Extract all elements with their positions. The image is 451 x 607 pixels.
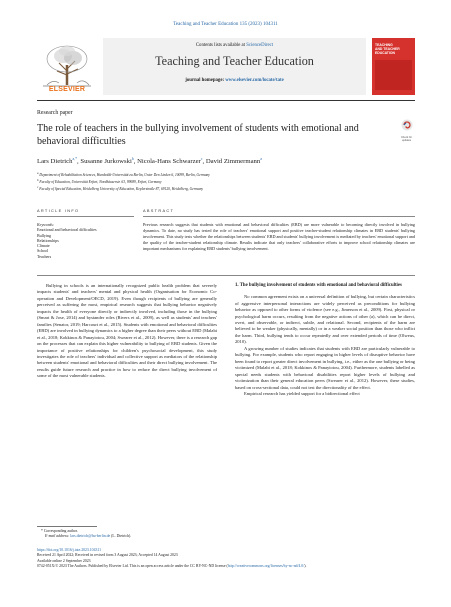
affiliation-text: Department of Rehabilitation Sciences, Humboldt-Universität zu Berlin, Unter Den Linden 6, 10099, Berlin, Germany [39,173,210,178]
intro-column [37,283,217,380]
author-name[interactable]: Nicola-Hans Schwarzer [137,158,201,166]
received-dates: Received 21 April 2022; Received in revised form 3 August 2023; Accepted 14 August 2023 [37,553,178,558]
homepage-link[interactable]: www.elsevier.com/locate/tate [225,78,284,83]
license-suffix: ). [304,563,307,568]
author-name[interactable]: David Zimmermann [205,158,261,166]
corresponding-note: * Corresponding author. [41,529,78,533]
homepage-prefix: journal homepage: [185,78,226,83]
abstract-text: Previous research suggests that students with emotional and behavioral difficulties (EBD) are more vulnerable to becoming directly involved in bullying dynamics. To date, no study has tested the role of teachers' emotional support and positive teacher-student relationship climates in EBD students' bullying involvement. This study tests whether the relationships between students' EBD and students' bullying involvement is mediated by teachers' emotional support and the quality of the teacher-student relationship climate. Results indicate that only teachers' collaborative efforts to improve school relationship climates are important mechanisms for explaining EBD students' bullying involvement. [143,222,415,251]
author-list [37,157,417,165]
section-1-paragraph: Empirical research has yielded support for a bidirectional effect [244,391,360,396]
contents-line [103,43,366,48]
keywords-label: Keywords: [37,222,55,227]
email-link[interactable]: lars.dietrich@hu-berlin.de [70,534,111,539]
author-name[interactable]: Susanne Jurkowski [80,158,132,166]
keyword: School [37,248,49,254]
license-link[interactable]: http://creativecommons.org/licenses/by-nc-nd/4.0/ [227,563,305,568]
email-line [37,534,217,539]
keyword: Bullying [37,232,52,238]
affiliation [37,171,417,178]
section-1-heading: 1. The bullying involvement of students with emotional and behavioral difficulties [235,283,402,288]
check-updates-icon [401,119,413,131]
license-line [37,564,417,569]
author-separator: , [77,158,81,166]
front-matter-rule [37,275,415,276]
affiliation [37,178,417,185]
section-1-paragraph: No common agreement exists on a universal definition of bullying, but certain characteristics of aggressive interpersonal interactions are widely perceived as preconditions for bullying behavior as opposed to other forms of violence (see e.g., Jimerson et al., 2009). First, physical or psychological harm occurs, resulting from the negative actions of other (a), which can be direct, overt, and observable, or indirect, subtle, and relational. Second, recipients of the harm are believed to be weaker (physically, mentally) or in a weaker social position than those who inflict the harm. Third, bullying tends to occur repeatedly and over extended periods of time (Olweus, 2010). [235,294,415,345]
author-separator: , [133,158,138,166]
email-suffix: (L. Dietrich). [110,534,132,539]
abstract-heading: ABSTRACT [143,208,175,213]
author-separator: , [202,158,206,166]
author-name[interactable]: Lars Dietrich [37,158,73,166]
keyword: Climate [37,243,50,249]
author-sup: a [260,157,262,161]
cover-title [375,43,412,56]
intro-paragraph: Bullying in schools is an internationally recognized public health problem that severely impacts students' and teachers' mental and physical health (Organisation for Economic Co-operation and Development/OECD, 2019). Even though recipients of bullying are generally perceived as suffering the most, empirical research suggests that bullying behavior negatively impacts the health of everyone directly or indirectly involved, including those in the bullying (Smart & Jose, 2014) and bystander roles (Rivers et al., 2009), as well as students' and teachers' families (Senator, 2019; Harcourt et al., 2015). Students with emotional and behavioral difficulties (EBD) are involved in bullying dynamics to a higher degree than their peers without EBD (Malabi et al., 2018; Kokkinos & Panayiotou, 2004; Swearer et al., 2012). However, there is a research gap on the processes that can explain this higher vulnerability to bullying of EBD students. Given the importance of positive relationships for children's psychosocial development, this study investigates the role of teachers' individual and collective support as mediators of the relationship between students' emotional and behavioral difficulties and their direct bullying involvement. The results guide future research and practice in how to reduce the direct bullying involvement of some of the most vulnerable students. [37,283,217,379]
header-divider [37,100,415,101]
section-1-paragraph: A growing number of studies indicates that students with EBD are particularly vulnerable to bullying. For example, students who report engaging in higher levels of disruptive behavior have been found to report greater direct involvement in bullying, i.e., either as the one bullying or being victimized (Malabi et al., 2018; Kokkinos & Panayiotou, 2004). Furthermore, students labelled as special needs students with behavioral disabilities report higher levels of bullying and victimization than their general education peers (Swearer et al., 2012). However, these studies, based on cross-sectional data, could not test the directionality of the effect. [235,345,415,390]
affiliation [37,185,417,192]
email-label: E-mail address: [45,534,71,539]
sciencedirect-link[interactable]: ScienceDirect [246,43,274,48]
contents-prefix: Contents lists available at [195,43,247,48]
article-type: Research paper [37,110,73,116]
journal-cover-thumbnail[interactable] [372,38,415,95]
top-citation[interactable]: Teaching and Teacher Education 135 (2023) 104311 [173,22,278,27]
elsevier-wordmark: ELSEVIER [48,86,86,93]
doi-link[interactable]: https://doi.org/10.1016/j.tate.2023.104311 [37,548,102,552]
affiliation-sup: c [37,185,39,190]
keywords-block [37,222,137,259]
elsevier-logo [37,41,97,91]
author-sup: c [200,157,203,161]
available-online: Available online 2 September 2023 [37,558,91,563]
affiliation-text: Faculty of Education, Universität Erfurt, Nordhäuserstr. 63, 99089, Erfurt, Germany [39,180,162,185]
affiliation-sup: a [37,171,39,175]
elsevier-tree-icon [37,41,97,91]
section-1-body [235,294,415,397]
journal-band [103,38,366,95]
abstract-rule [143,216,415,217]
check-updates-badge[interactable] [398,118,415,142]
article-info-heading: ARTICLE INFO [37,208,80,213]
footnote-rule [37,526,97,527]
keyword: Relationships [37,237,59,243]
homepage-line [103,78,366,83]
author-sup: b [131,157,134,161]
journal-title[interactable]: Teaching and Teacher Education [155,54,314,68]
affiliation-text: Faculty of Special Education, Heidelberg University of Education, Keplerstraße 87, 69120, Heidelberg, Germany [39,187,203,192]
cover-image [375,60,412,90]
affiliation-list [37,171,417,193]
author-sup: a,* [72,157,78,161]
footnote [37,529,217,539]
cover-title-line3: EDUCATION [375,51,395,56]
cover-title-line1: TEACHING [375,43,393,47]
license-prefix: 0742-051X/© 2023 The Authors. Published by Elsevier Ltd. This is an open access article under the CC BY-NC-ND license ( [37,563,228,568]
keyword: Emotional and behavioral difficulties [37,227,97,233]
article-footer [37,548,417,569]
check-updates-label: Check for updates [400,136,413,142]
section-1 [235,283,415,397]
cover-title-line2: AND TEACHER [375,47,400,52]
affiliation-sup: b [37,178,39,183]
article-title: The role of teachers in the bullying involvement of students with emotional and behavioral difficulties [37,123,359,147]
keyword: Teachers [37,253,52,259]
article-info-rule [37,216,134,217]
